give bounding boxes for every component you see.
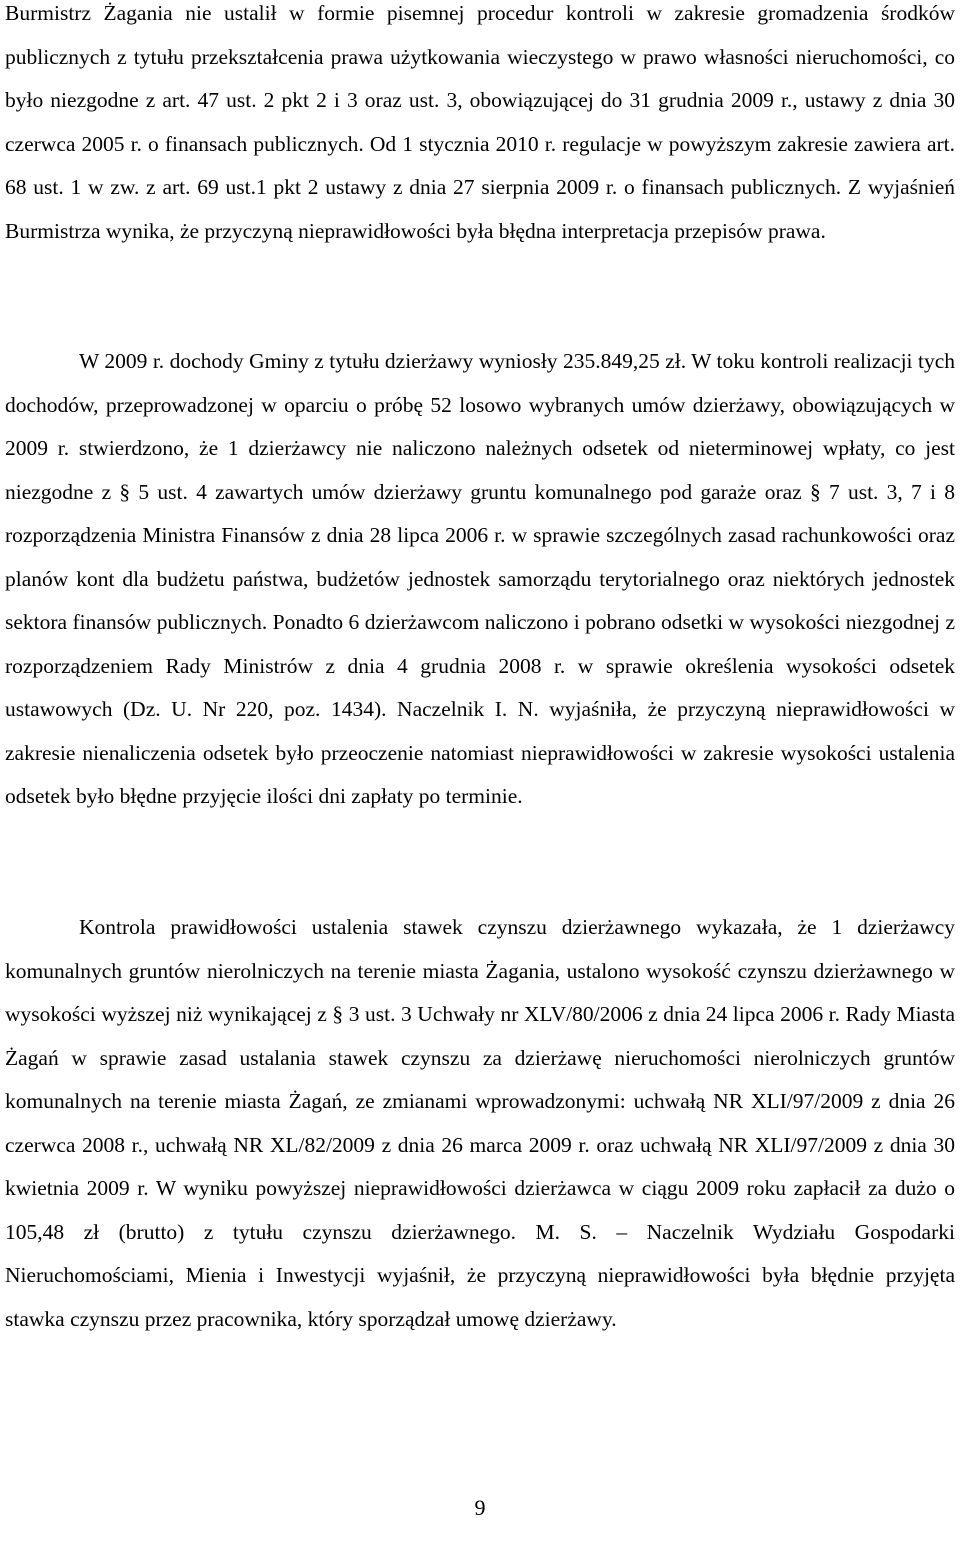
page-number: 9 [474, 1495, 486, 1520]
paragraph-rent-rates: Kontrola prawidłowości ustalenia stawek czynszu dzierżawnego wykazała, że 1 dzierżawcy komunalnych gruntów nierolniczych na terenie miasta Żagania, ustalono wysokość czynszu dzierżawnego w wysokości wyższej niż wynikającej z § 3 ust. 3 Uchwały nr XLV/80/2006 z dnia 24 lipca 2006 r. Rady Miasta Żagań w sprawie zasad ustalania stawek czynszu za dzierżawę nieruchomości nierolniczych gruntów komunalnych na terenie miasta Żagań, ze zmianami wprowadzonymi: uchwałą NR XLI/97/2009 z dnia 26 czerwca 2008 r., uchwałą NR XL/82/2009 z dnia 26 marca 2009 r. oraz uchwałą NR XLI/97/2009 z dnia 30 kwietnia 2009 r. W wyniku powyższej nieprawidłowości dzierżawca w ciągu 2009 roku zapłacił za dużo o 105,48 zł (brutto) z tytułu czynszu dzierżawnego. M. S. – Naczelnik Wydziału Gospodarki Nieruchomościami, Mienia i Inwestycji wyjaśnił, że przyczyną nieprawidłowości była błędnie przyjęta stawka czynszu przez pracownika, który sporządzał umowę dzierżawy. [5, 915, 955, 1331]
paragraph-procedures: Burmistrz Żagania nie ustalił w formie pisemnej procedur kontroli w zakresie gromadzenia środków publicznych z tytułu przekształcenia prawa użytkowania wieczystego w prawo własności nieruchomości, co było niezgodne z art. 47 ust. 2 pkt 2 i 3 oraz ust. 3, obowiązującej do 31 grudnia 2009 r., ustawy z dnia 30 czerwca 2005 r. o finansach publicznych. Od 1 stycznia 2010 r. regulacje w powyższym zakresie zawiera art. 68 ust. 1 w zw. z art. 69 ust.1 pkt 2 ustawy z dnia 27 sierpnia 2009 r. o finansach publicznych. Z wyjaśnień Burmistrza wynika, że przyczyną nieprawidłowości była błędna interpretacja przepisów prawa. [5, 1, 955, 243]
paragraph-lease-income: W 2009 r. dochody Gminy z tytułu dzierżawy wyniosły 235.849,25 zł. W toku kontroli realizacji tych dochodów, przeprowadzonej w oparciu o próbę 52 losowo wybranych umów dzierżawy, obowiązujących w 2009 r. stwierdzono, że 1 dzierżawcy nie naliczono należnych odsetek od nieterminowej wpłaty, co jest niezgodne z § 5 ust. 4 zawartych umów dzierżawy gruntu komunalnego pod garaże oraz § 7 ust. 3, 7 i 8 rozporządzenia Ministra Finansów z dnia 28 lipca 2006 r. w sprawie szczególnych zasad rachunkowości oraz planów kont dla budżetu państwa, budżetów jednostek samorządu terytorialnego oraz niektórych jednostek sektora finansów publicznych. Ponadto 6 dzierżawcom naliczono i pobrano odsetki w wysokości niezgodnej z rozporządzeniem Rady Ministrów z dnia 4 grudnia 2008 r. w sprawie określenia wysokości odsetek ustawowych (Dz. U. Nr 220, poz. 1434). Naczelnik I. N. wyjaśniła, że przyczyną nieprawidłowości w zakresie nienaliczenia odsetek było przeoczenie natomiast nieprawidłowości w zakresie wysokości ustalenia odsetek było błędne przyjęcie ilości dni zapłaty po terminie. [5, 349, 955, 808]
